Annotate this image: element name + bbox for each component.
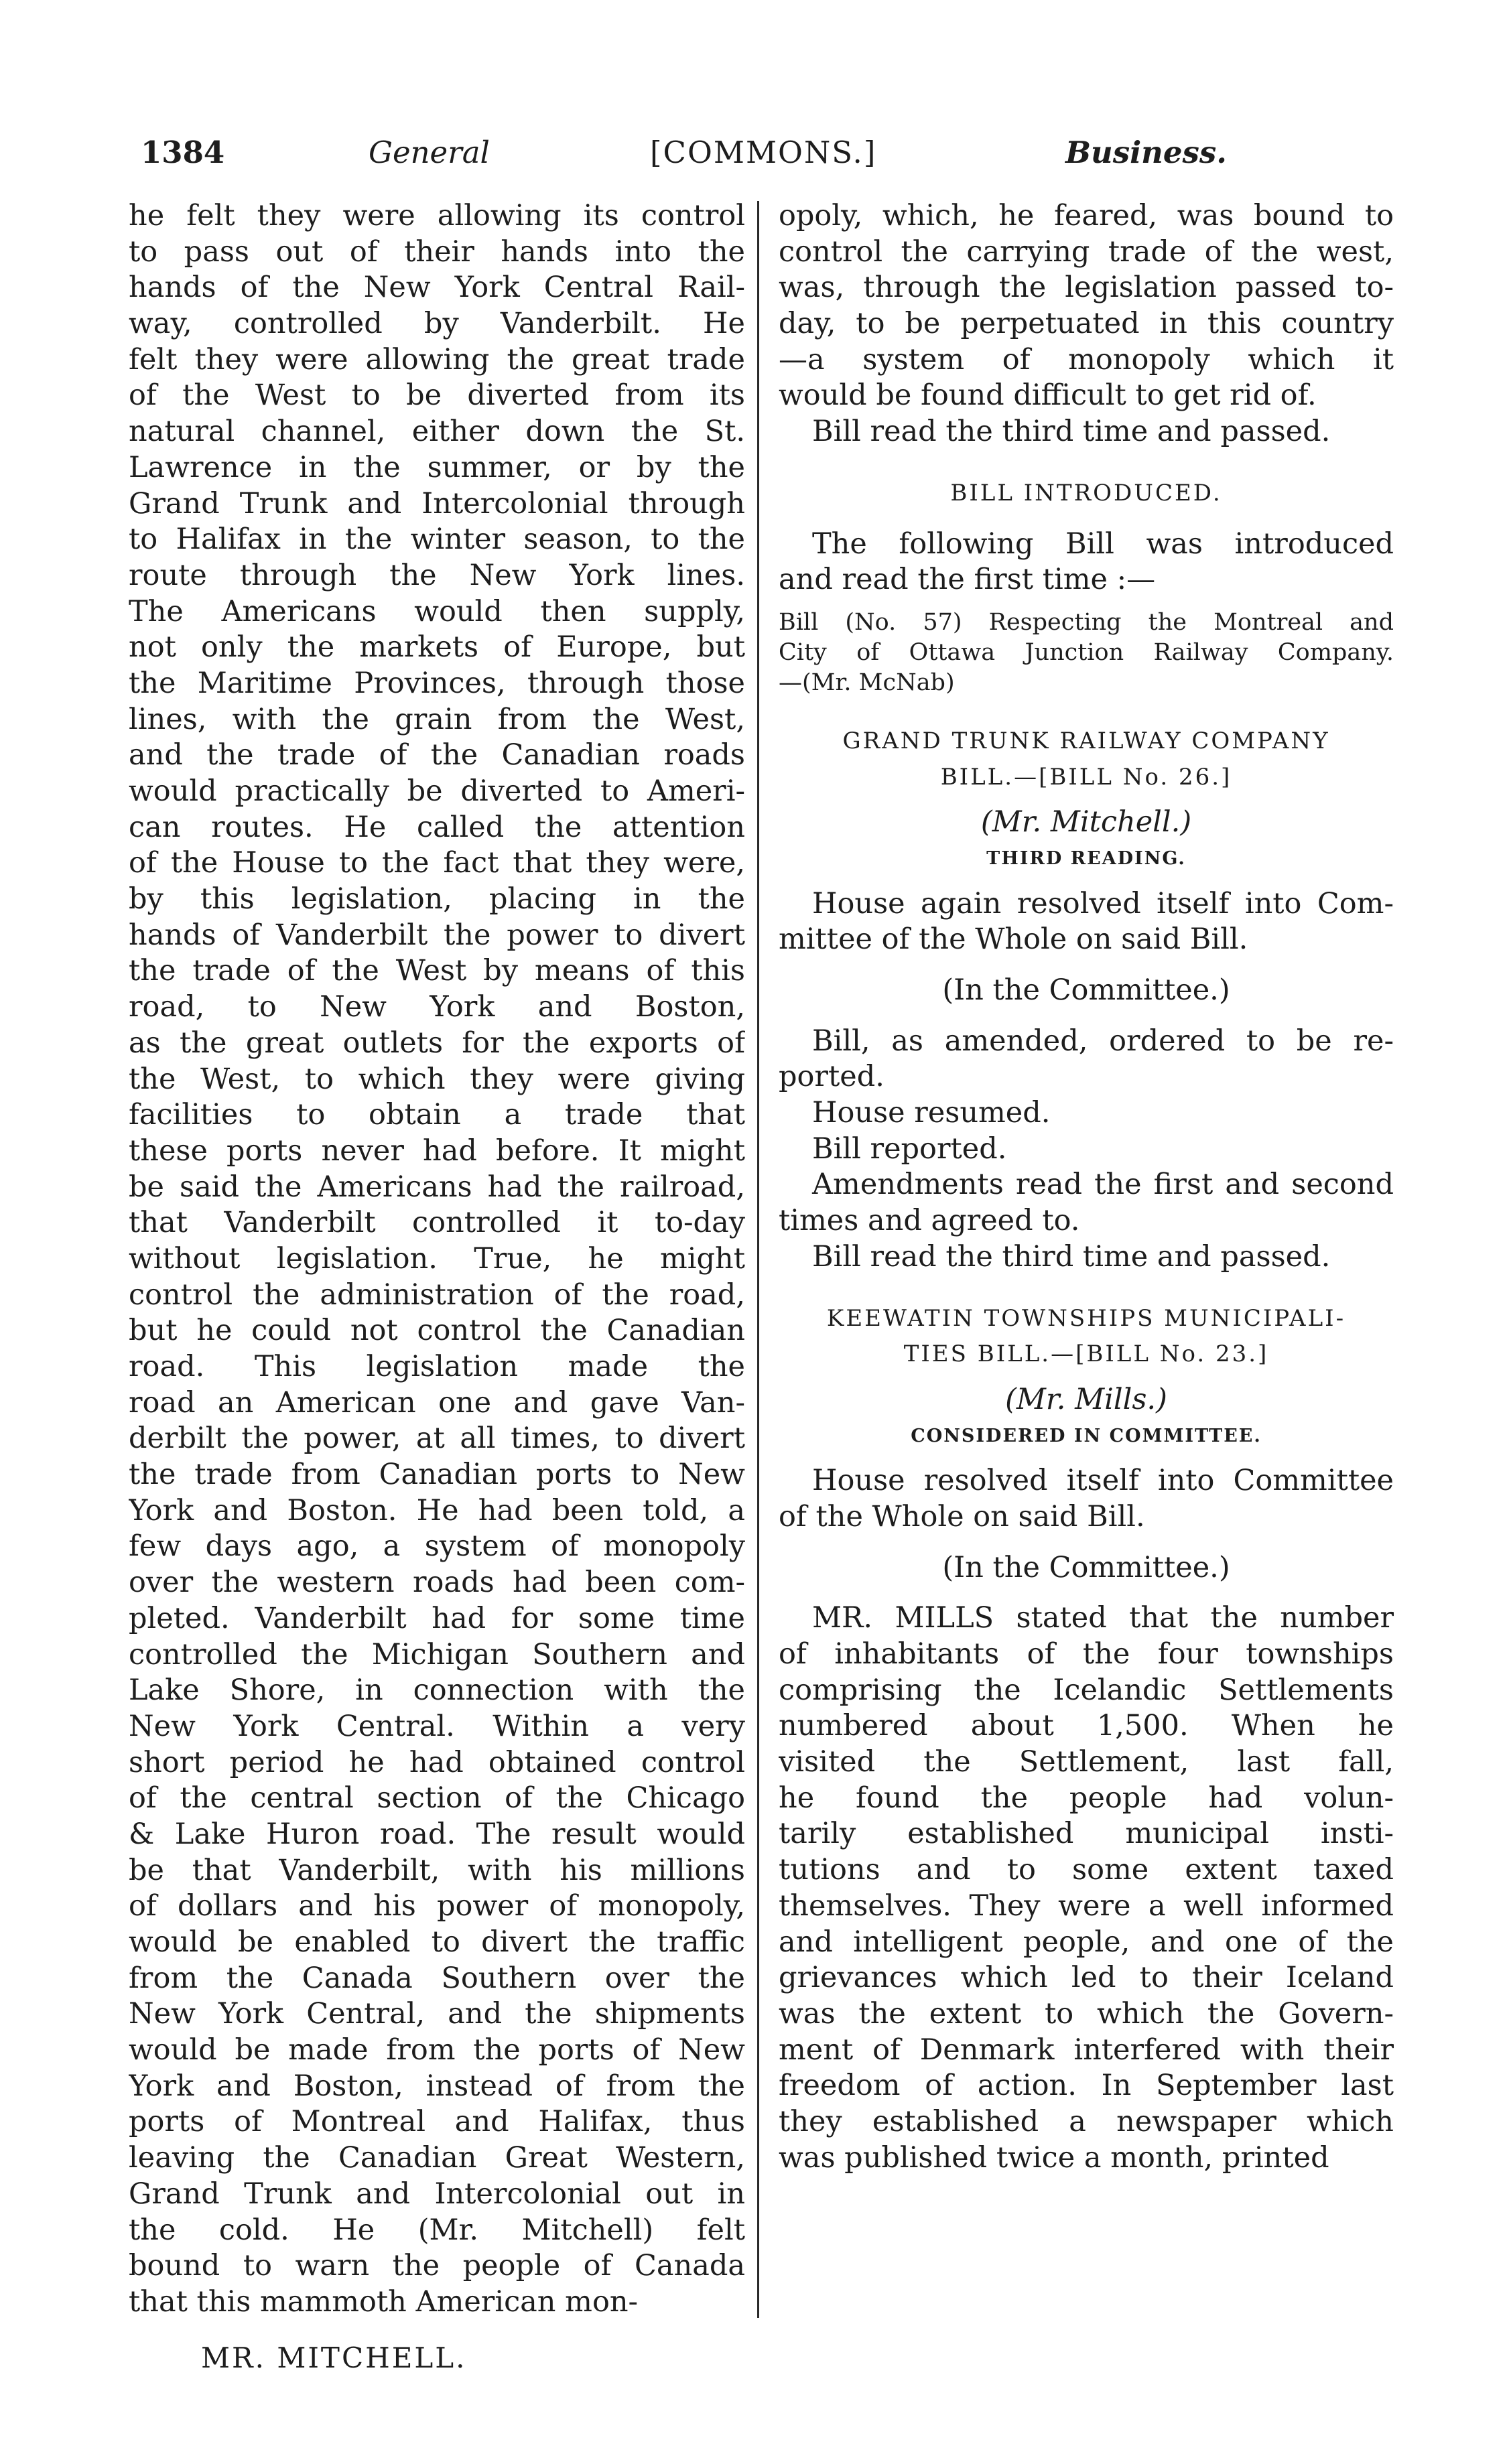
- keewatin-mover: (Mr. Mills.): [1005, 1382, 1167, 1416]
- section-heading-grand-trunk: [779, 724, 1394, 795]
- text-line: Bill read the third time and passed.: [812, 1239, 1331, 1274]
- text-line: was the extent to which the Govern-: [779, 1996, 1394, 2031]
- bill-line: City of Ottawa Junction Railway Company.: [779, 638, 1394, 666]
- text-line: Lawrence in the summer, or by the: [129, 450, 745, 484]
- heading-line: GRAND TRUNK RAILWAY COMPANY: [842, 727, 1330, 754]
- text-line: they established a newspaper which: [779, 2104, 1394, 2138]
- text-line: House resumed.: [812, 1096, 1051, 1130]
- text-line: be that Vanderbilt, with his millions: [129, 1853, 745, 1887]
- considered-in-committee-label: CONSIDERED IN COMMITTEE.: [911, 1425, 1262, 1446]
- text-line: freedom of action. In September last: [779, 2069, 1394, 2103]
- running-head-right: Business.: [1065, 135, 1227, 170]
- text-line: the trade from Canadian ports to New: [129, 1458, 745, 1492]
- text-line: bound to warn the people of Canada: [129, 2249, 745, 2283]
- text-line: day, to be perpetuated in this country: [779, 307, 1394, 341]
- text-line: not only the markets of Europe, but: [129, 630, 745, 665]
- text-line: of dollars and his power of monopoly,: [129, 1889, 745, 1923]
- text-line: road an American one and gave Van-: [129, 1385, 745, 1420]
- text-line: the trade of the West by means of this: [129, 954, 745, 988]
- text-line: Amendments read the first and second: [812, 1168, 1394, 1202]
- text-line: road. This legislation made the: [129, 1350, 745, 1383]
- text-line: ment of Denmark interfered with their: [779, 2033, 1394, 2067]
- text-line: comprising the Icelandic Settlements: [779, 1673, 1394, 1707]
- text-line: Bill, as amended, ordered to be re-: [812, 1024, 1394, 1058]
- text-line: without legislation. True, he might: [129, 1241, 745, 1276]
- text-line: road, to New York and Boston,: [129, 990, 745, 1024]
- text-line: was, through the legislation passed to-: [779, 271, 1394, 305]
- text-line: times and agreed to.: [779, 1204, 1080, 1238]
- bill-passed-line: Bill read the third time and passed.: [812, 415, 1331, 449]
- text-line: the cold. He (Mr. Mitchell) felt: [129, 2213, 745, 2247]
- text-line: and read the first time :—: [779, 563, 1156, 597]
- heading-line: KEEWATIN TOWNSHIPS MUNICIPALI-: [826, 1304, 1346, 1332]
- text-line: by this legislation, placing in the: [129, 882, 745, 916]
- right-column: [779, 198, 1394, 2176]
- text-line: Grand Trunk and Intercolonial through: [129, 486, 745, 521]
- text-line: New York Central, and the shipments: [129, 1997, 745, 2031]
- text-line: would practically be diverted to Ameri-: [129, 774, 745, 808]
- text-line: of the central section of the Chicago: [129, 1781, 745, 1816]
- text-line: opoly, which, he feared, was bound to: [779, 199, 1394, 232]
- running-head: [141, 126, 1394, 180]
- text-line: House resolved itself into Committee: [812, 1464, 1394, 1498]
- text-line: tarily established municipal insti-: [779, 1817, 1394, 1851]
- text-line: the Maritime Provinces, through those: [129, 666, 745, 700]
- text-line: MR. MILLS stated that the number: [812, 1601, 1394, 1635]
- text-line: Grand Trunk and Intercolonial out in: [129, 2177, 745, 2211]
- text-line: The following Bill was introduced: [812, 527, 1394, 561]
- bill-line: Bill (No. 57) Respecting the Montreal and: [779, 608, 1394, 636]
- text-line: over the western roads had been com-: [129, 1566, 745, 1600]
- text-line: ports of Montreal and Halifax, thus: [129, 2105, 745, 2139]
- continued-speech: [779, 198, 1394, 414]
- text-line: few days ago, a system of monopoly: [129, 1529, 745, 1564]
- bill-line: —(Mr. McNab): [779, 669, 955, 696]
- text-line: these ports never had before. It might: [129, 1134, 745, 1168]
- bill-introduced-text: [779, 527, 1394, 598]
- text-line: & Lake Huron road. The result would: [129, 1817, 745, 1851]
- text-line: was published twice a month, printed: [779, 2140, 1329, 2175]
- text-line: would be made from the ports of New: [129, 2033, 745, 2067]
- section-heading-keewatin: [779, 1301, 1394, 1373]
- third-reading-label: THIRD READING.: [986, 847, 1186, 869]
- committee-proceedings: [779, 1024, 1394, 1276]
- text-line: natural channel, either down the St.: [129, 415, 745, 449]
- left-column: [129, 198, 745, 2321]
- text-line: he felt they were allowing its control: [129, 199, 745, 232]
- text-line: pleted. Vanderbilt had for some time: [129, 1601, 745, 1635]
- column-rule: [757, 201, 759, 2318]
- text-line: mittee of the Whole on said Bill.: [779, 922, 1248, 957]
- text-line: from the Canada Southern over the: [129, 1961, 745, 1995]
- text-line: he found the people had volun-: [779, 1781, 1394, 1815]
- text-line: —a system of monopoly which it: [779, 342, 1394, 377]
- grand-trunk-text: [779, 886, 1394, 958]
- text-line: New York Central. Within a very: [129, 1709, 745, 1743]
- text-line: derbilt the power, at all times, to divert: [129, 1422, 745, 1456]
- text-line: Lake Shore, in connection with the: [129, 1673, 745, 1708]
- text-line: short period he had obtained control: [129, 1745, 745, 1779]
- text-line: but he could not control the Canadian: [129, 1314, 745, 1348]
- section-heading-bill-introduced: BILL INTRODUCED.: [950, 479, 1222, 506]
- text-line: controlled the Michigan Southern and: [129, 1637, 745, 1671]
- text-line: lines, with the grain from the West,: [129, 702, 745, 736]
- text-line: tutions and to some extent taxed: [779, 1853, 1394, 1887]
- text-line: facilities to obtain a trade that: [129, 1098, 745, 1132]
- text-line: felt they were allowing the great trade: [129, 342, 745, 377]
- text-line: of the Whole on said Bill.: [779, 1499, 1145, 1533]
- running-head-center: [COMMONS.]: [650, 135, 877, 170]
- in-committee-label-2: (In the Committee.): [942, 1550, 1230, 1584]
- text-line: of inhabitants of the four townships: [779, 1637, 1394, 1671]
- text-line: hands of the New York Central Rail-: [129, 271, 745, 305]
- page-number: 1384: [141, 135, 225, 170]
- text-line: and the trade of the Canadian roads: [129, 738, 745, 772]
- text-line: to pass out of their hands into the: [129, 234, 745, 269]
- text-line: and intelligent people, and one of the: [779, 1925, 1394, 1959]
- text-line: route through the New York lines.: [129, 558, 745, 592]
- text-line: to Halifax in the winter season, to the: [129, 523, 745, 557]
- text-line: way, controlled by Vanderbilt. He: [129, 307, 745, 341]
- text-line: leaving the Canadian Great Western,: [129, 2141, 745, 2175]
- text-line: numbered about 1,500. When he: [779, 1709, 1394, 1743]
- heading-line: BILL.—[BILL No. 26.]: [940, 763, 1232, 791]
- text-line: that Vanderbilt controlled it to-day: [129, 1206, 745, 1240]
- heading-line: TIES BILL.—[BILL No. 23.]: [903, 1341, 1269, 1368]
- mills-speech: [779, 1600, 1394, 2176]
- text-line: as the great outlets for the exports of: [129, 1026, 745, 1060]
- text-line: The Americans would then supply,: [129, 594, 745, 628]
- text-line: the West, to which they were giving: [129, 1062, 745, 1096]
- text-line: can routes. He called the attention: [129, 810, 745, 844]
- speaker-signature: MR. MITCHELL.: [201, 2341, 467, 2374]
- text-line: House again resolved itself into Com-: [812, 886, 1394, 920]
- text-line: be said the Americans had the railroad,: [129, 1170, 745, 1204]
- text-line: that this mammoth American mon-: [129, 2284, 639, 2319]
- text-line: ported.: [779, 1060, 884, 1094]
- text-line: control the carrying trade of the west,: [779, 234, 1394, 269]
- text-line: York and Boston. He had been told, a: [129, 1493, 745, 1527]
- text-line: of the House to the fact that they were,: [129, 846, 745, 880]
- text-line: visited the Settlement, last fall,: [779, 1745, 1394, 1779]
- text-line: control the administration of the road,: [129, 1278, 745, 1312]
- text-line: would be enabled to divert the traffic: [129, 1925, 745, 1959]
- text-line: themselves. They were a well informed: [779, 1889, 1394, 1923]
- text-line: would be found difficult to get rid of.: [779, 379, 1317, 413]
- text-line: Bill reported.: [812, 1132, 1007, 1166]
- text-line: grievances which led to their Iceland: [779, 1961, 1394, 1995]
- text-line: York and Boston, instead of from the: [129, 2069, 745, 2103]
- bill-57-entry: [779, 608, 1394, 698]
- text-line: hands of Vanderbilt the power to divert: [129, 918, 745, 952]
- grand-trunk-mover: (Mr. Mitchell.): [980, 805, 1192, 839]
- keewatin-text: [779, 1463, 1394, 1535]
- in-committee-label: (In the Committee.): [942, 973, 1230, 1007]
- running-head-left: General: [369, 135, 490, 170]
- text-line: of the West to be diverted from its: [129, 379, 745, 413]
